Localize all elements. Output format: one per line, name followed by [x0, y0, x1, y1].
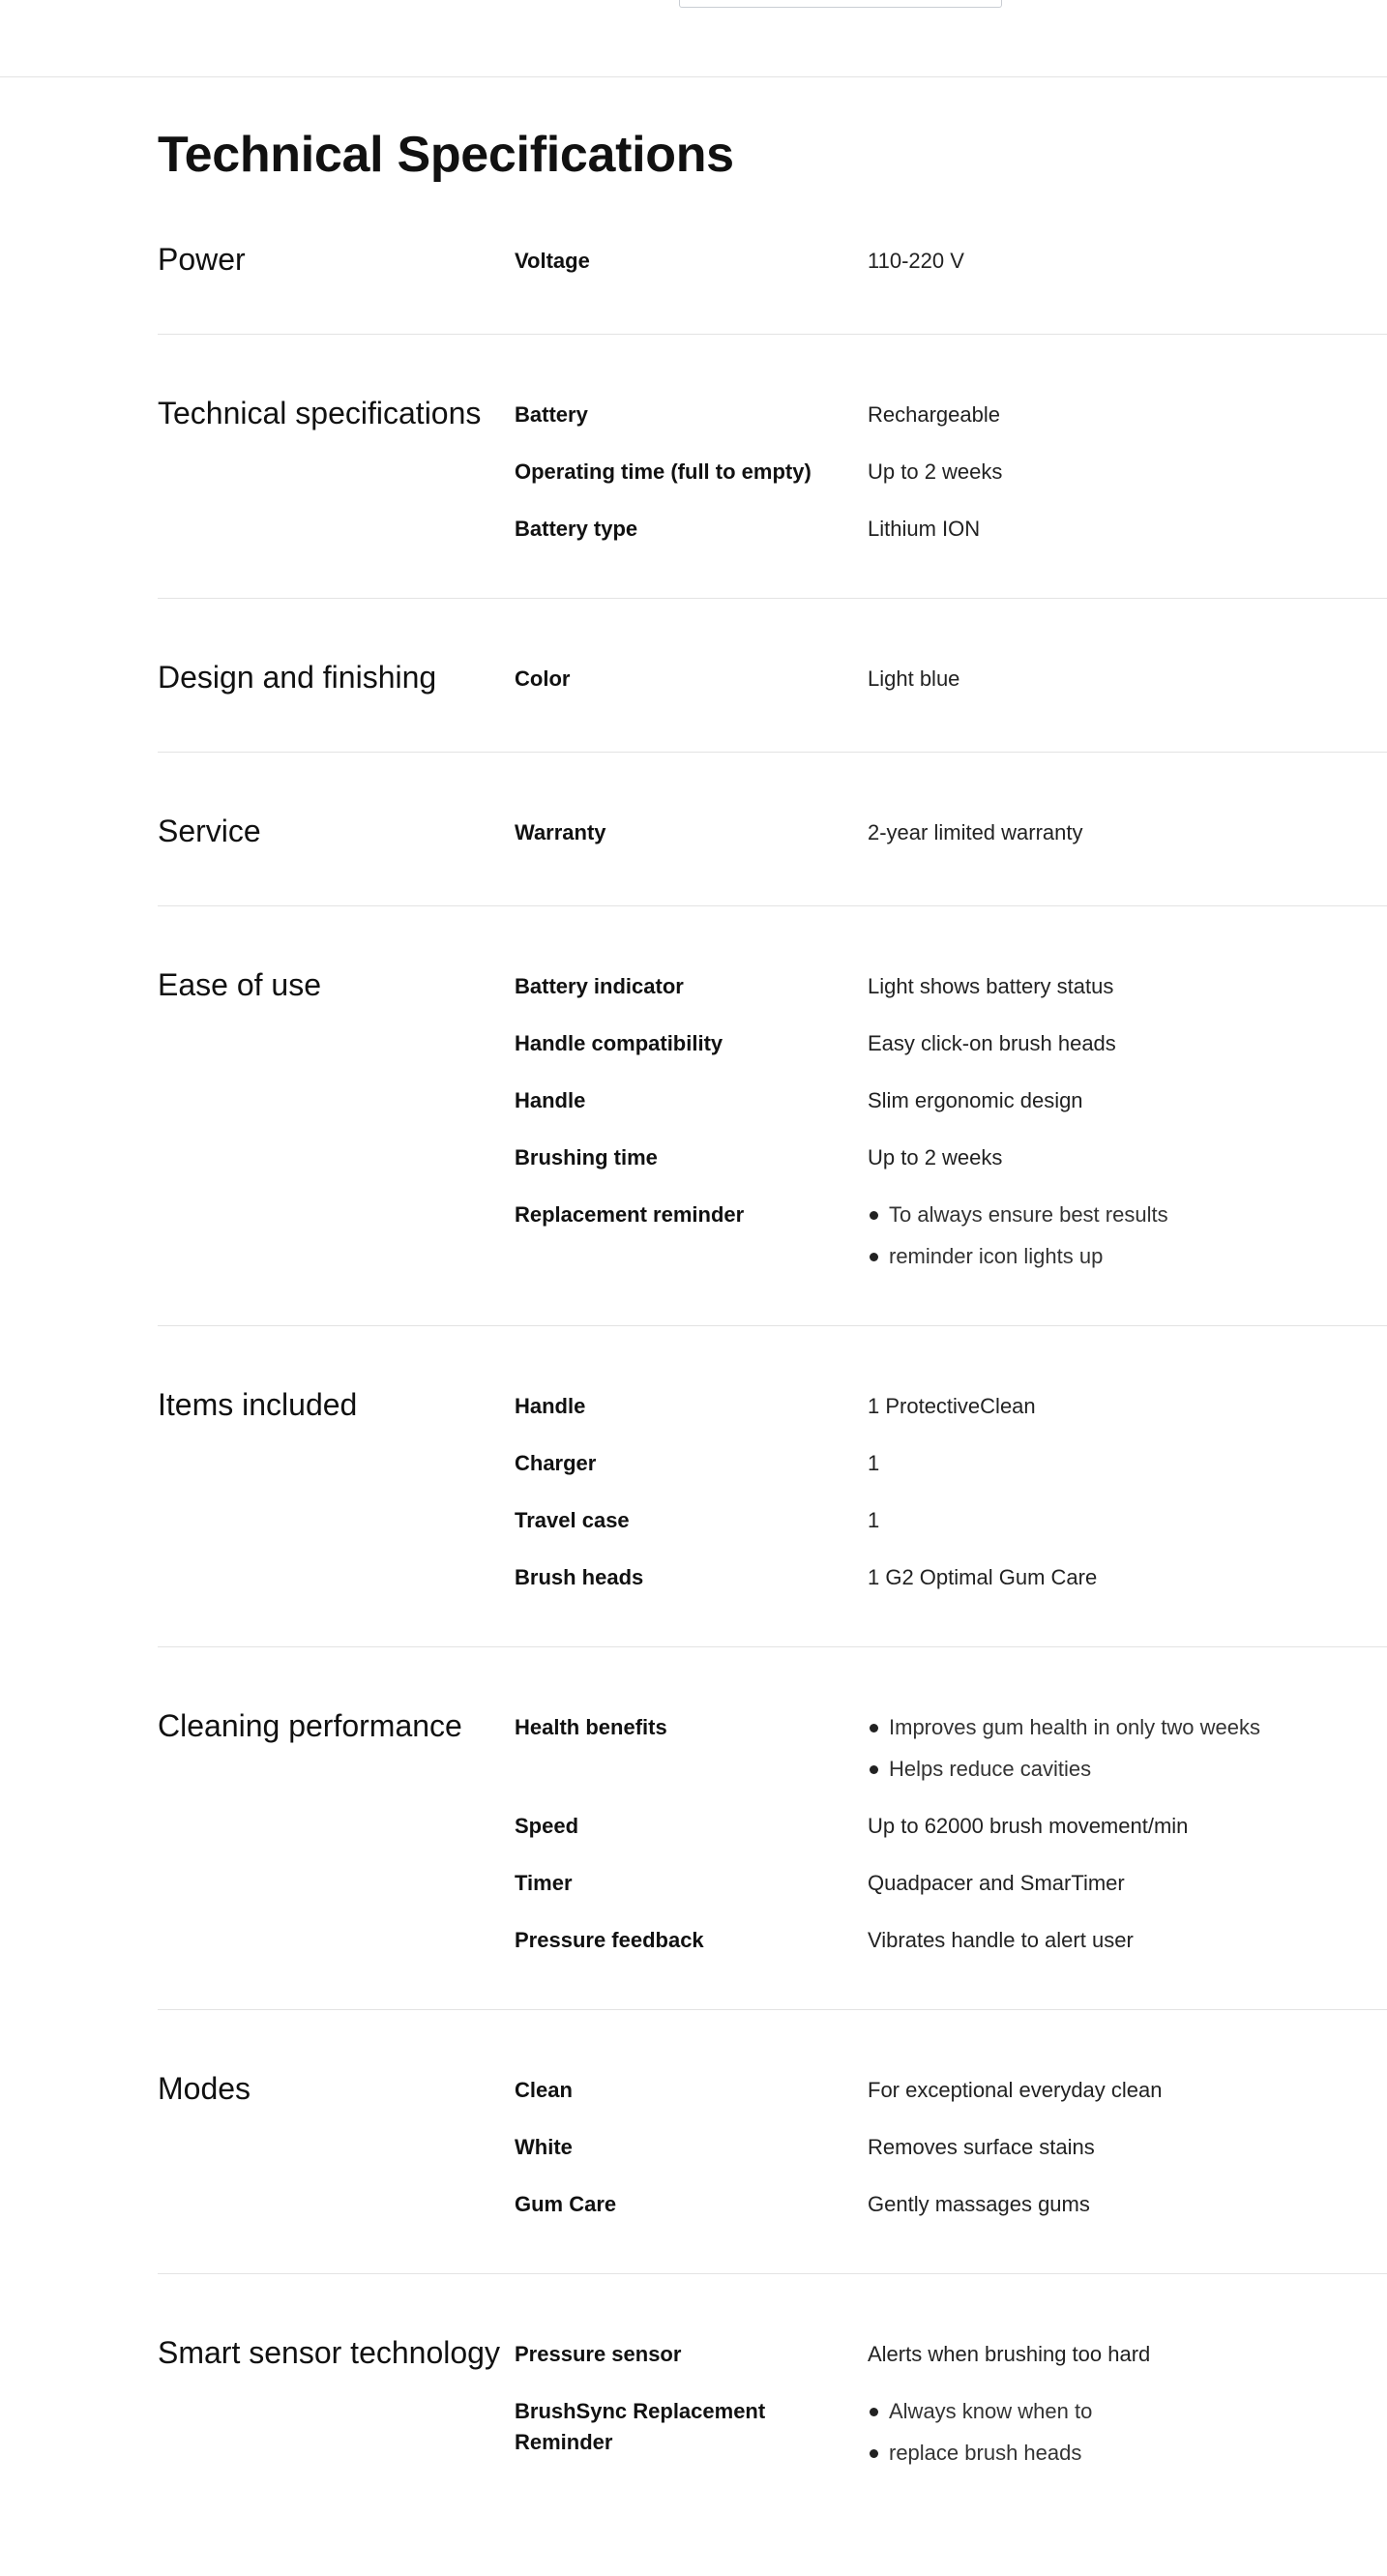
spec-label: Charger: [515, 1451, 597, 1475]
spec-row: [515, 449, 1387, 488]
spec-label: White: [515, 2135, 573, 2159]
spec-value-list: [868, 2388, 1387, 2469]
spec-row: [515, 656, 1387, 695]
spec-section: [158, 2328, 1387, 2522]
spec-section: [158, 653, 1387, 753]
spec-row: [515, 810, 1387, 848]
spec-section: [158, 389, 1387, 599]
spec-row: [515, 238, 1387, 277]
spec-label: Speed: [515, 1814, 579, 1838]
spec-value: Easy click-on brush heads: [868, 1031, 1116, 1055]
bullet-item: Improves gum health in only two weeks: [868, 1712, 1387, 1743]
spec-label: Battery: [515, 402, 588, 427]
spec-row: [515, 1135, 1387, 1173]
spec-row: [515, 1704, 1387, 1785]
section-category-title: Service: [158, 814, 261, 848]
spec-label: Clean: [515, 2078, 573, 2102]
spec-value-list: [868, 1704, 1387, 1785]
spec-label: Battery indicator: [515, 974, 684, 998]
section-category-title: Modes: [158, 2071, 251, 2106]
spec-value: For exceptional everyday clean: [868, 2078, 1163, 2102]
bullet-item: To always ensure best results: [868, 1199, 1387, 1230]
bullet-item: reminder icon lights up: [868, 1241, 1387, 1272]
spec-value: Removes surface stains: [868, 2135, 1095, 2159]
spec-rows: [515, 392, 1387, 545]
spec-label: Replacement reminder: [515, 1202, 745, 1227]
bullet-item: replace brush heads: [868, 2438, 1387, 2469]
top-divider: [0, 76, 1387, 77]
spec-label: Operating time (full to empty): [515, 459, 812, 484]
spec-row: [515, 1078, 1387, 1116]
spec-rows: [515, 1383, 1387, 1593]
bullet-item: Helps reduce cavities: [868, 1754, 1387, 1785]
spec-row: [515, 1192, 1387, 1272]
spec-row: [515, 506, 1387, 545]
spec-value: Rechargeable: [868, 402, 1000, 427]
spec-section: [158, 961, 1387, 1326]
spec-value: Light shows battery status: [868, 974, 1114, 998]
spec-row: [515, 1917, 1387, 1956]
section-category-title: Power: [158, 242, 246, 277]
spec-row: [515, 1803, 1387, 1842]
spec-value: 110-220 V: [868, 249, 964, 273]
spec-row: [515, 1383, 1387, 1422]
spec-label: Pressure feedback: [515, 1928, 704, 1952]
section-category-title: Items included: [158, 1387, 358, 1422]
spec-rows: [515, 2331, 1387, 2469]
spec-label: Pressure sensor: [515, 2342, 682, 2366]
spec-label: Timer: [515, 1871, 573, 1895]
spec-label: Color: [515, 666, 571, 691]
spec-rows: [515, 963, 1387, 1272]
spec-rows: [515, 238, 1387, 281]
spec-row: [515, 1554, 1387, 1593]
top-tab-edge: [679, 0, 1002, 8]
spec-row: [515, 2067, 1387, 2106]
section-category-title: Design and finishing: [158, 660, 437, 695]
spec-row: [515, 1860, 1387, 1899]
spec-value: Quadpacer and SmarTimer: [868, 1871, 1125, 1895]
spec-row: [515, 1440, 1387, 1479]
spec-label: Travel case: [515, 1508, 630, 1532]
page-title: Technical Specifications: [158, 127, 734, 183]
spec-row: [515, 2124, 1387, 2163]
spec-value: 2-year limited warranty: [868, 820, 1083, 844]
spec-label: Brushing time: [515, 1145, 658, 1170]
spec-value: Up to 2 weeks: [868, 1145, 1003, 1170]
spec-section: [158, 1380, 1387, 1647]
section-category-title: Smart sensor technology: [158, 2335, 500, 2370]
spec-value: Lithium ION: [868, 517, 981, 541]
section-category-title: Technical specifications: [158, 396, 482, 430]
spec-row: [515, 2388, 1387, 2469]
spec-label: Battery type: [515, 517, 638, 541]
spec-row: [515, 1021, 1387, 1059]
spec-row: [515, 963, 1387, 1002]
spec-rows: [515, 656, 1387, 698]
spec-value: Light blue: [868, 666, 960, 691]
spec-value: 1: [868, 1508, 880, 1532]
spec-value-list: [868, 1192, 1387, 1272]
spec-label: Warranty: [515, 820, 606, 844]
spec-value: 1 G2 Optimal Gum Care: [868, 1565, 1098, 1589]
bullet-list: [868, 1199, 1387, 1272]
spec-label: Handle: [515, 1088, 586, 1112]
spec-section: [158, 1702, 1387, 2010]
spec-label: Voltage: [515, 249, 590, 273]
spec-row: [515, 2331, 1387, 2370]
section-category-title: Cleaning performance: [158, 1708, 462, 1743]
spec-section: [158, 235, 1387, 335]
spec-label: Gum Care: [515, 2192, 617, 2216]
spec-value: Up to 2 weeks: [868, 459, 1003, 484]
bullet-item: Always know when to: [868, 2396, 1387, 2427]
spec-row: [515, 1497, 1387, 1536]
spec-label: Handle compatibility: [515, 1031, 723, 1055]
spec-rows: [515, 2067, 1387, 2220]
specifications-list: [158, 235, 1387, 2576]
spec-value: Alerts when brushing too hard: [868, 2342, 1151, 2366]
spec-label: Handle: [515, 1394, 586, 1418]
spec-row: [515, 2181, 1387, 2220]
spec-section: [158, 2064, 1387, 2274]
spec-row: [515, 392, 1387, 430]
spec-value: Gently massages gums: [868, 2192, 1090, 2216]
bullet-list: [868, 1712, 1387, 1785]
spec-value: Up to 62000 brush movement/min: [868, 1814, 1189, 1838]
bullet-list: [868, 2396, 1387, 2469]
spec-value: Slim ergonomic design: [868, 1088, 1083, 1112]
spec-rows: [515, 810, 1387, 852]
spec-value: 1 ProtectiveClean: [868, 1394, 1036, 1418]
spec-label: Brush heads: [515, 1565, 644, 1589]
spec-label: Health benefits: [515, 1715, 667, 1739]
spec-value: Vibrates handle to alert user: [868, 1928, 1134, 1952]
spec-label: BrushSync Replacement Reminder: [515, 2399, 766, 2454]
spec-section: [158, 807, 1387, 906]
spec-value: 1: [868, 1451, 880, 1475]
section-category-title: Ease of use: [158, 967, 321, 1002]
spec-rows: [515, 1704, 1387, 1956]
